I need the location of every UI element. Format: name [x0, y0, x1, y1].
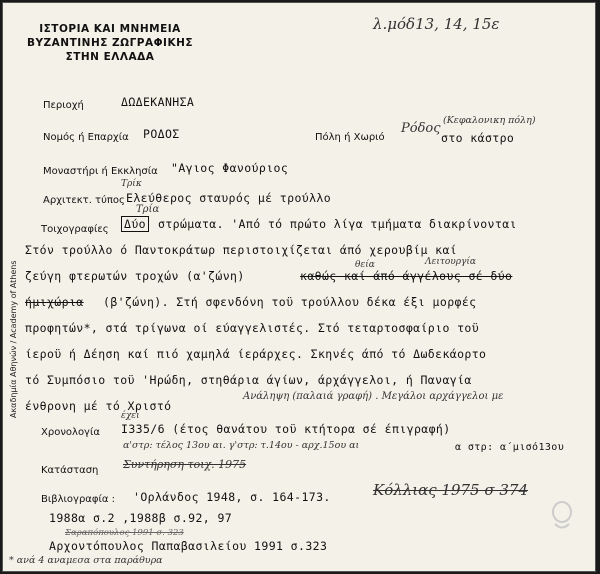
murals-line-5: προφητών*, στά τρίγωνα οί εύαγγελιστές. Στό τεταρτοσφαίριο τοϋ — [25, 321, 480, 335]
condition-value: Συντήρηση τοιχ. 1975 — [123, 458, 247, 471]
murals-line-8-handwritten: Ανάληψη (παλαιά γραφή) . Μεγάλοι αρχάγγελοι με — [243, 391, 504, 402]
archive-card — [2, 2, 596, 572]
arch-type-note: Τρίκ — [121, 179, 142, 189]
murals-line-3-note-a: θεία — [355, 260, 375, 270]
side-label: Ακαδημία Αθηνών / Academy of Athens — [9, 260, 18, 418]
bibliography-line-2: 1988α σ.2 ,1988β σ.92, 97 — [49, 511, 233, 525]
dating-label: Χρονολογία — [41, 427, 100, 438]
monastery-value: "Αγιος Φανούριος — [171, 161, 289, 175]
bibliography-line-3-note: Σαραπόπουλος 1991 σ. 323 — [65, 528, 184, 538]
arch-type-value: Ελεύθερος σταυρός μέ τρούλλο — [126, 191, 332, 205]
murals-line-8: ένθρονη μέ τό Χριστό — [25, 399, 172, 413]
region-label: Περιοχή — [43, 100, 84, 111]
murals-line-6: ίεροϋ ή Δέηση καί πιό χαμηλά ίεράρχες. Σκηνές άπό τό Δωδεκάορτο — [25, 347, 487, 361]
dating-note: έχει — [121, 411, 140, 421]
bibliography-handwritten: Κόλλιας 1975 σ 374 — [373, 481, 529, 499]
bibliography-label: Βιβλιογραφία : — [41, 494, 116, 505]
murals-line-4-b: (β'ζώνη). Στή σφενδόνη τοϋ τρούλλου δέκα έξι μορφές — [103, 295, 477, 309]
header-line-1: ΙΣΤΟΡΙΑ ΚΑΙ ΜΝΗΜΕΙΑ — [39, 23, 181, 35]
prefecture-value: ΡΟΔΟΣ — [143, 127, 180, 141]
murals-label: Τοιχογραφίες — [41, 224, 109, 235]
city-handwritten-paren: (Κεφαλονικη πόλη) — [443, 115, 536, 126]
header-line-3: ΣΤΗΝ ΕΛΛΑΔΑ — [65, 51, 155, 63]
murals-line-4-a: ήμιχώρια — [25, 295, 84, 309]
header-line-2: ΒΥΖΑΝΤΙΝΗΣ ΖΩΓΡΑΦΙΚΗΣ — [26, 37, 194, 49]
murals-line-2: Στόν τρούλλο ό Παντοκράτωρ περιστοιχίζεται άπό χερουβίμ καί — [25, 243, 458, 257]
region-value: ΔΩΔΕΚΑΝΗΣΑ — [121, 95, 195, 109]
bibliography-line-1: 'Ορλάνδος 1948, σ. 164-173. — [133, 490, 331, 504]
murals-line-3-note-b: Λειτουργία — [425, 257, 477, 267]
murals-line-3-a: ζεύγη φτερωτών τροχών (α'ζώνη) — [25, 269, 245, 283]
city-handwritten: Ρόδος — [401, 121, 441, 136]
city-typed: στο κάστρο — [441, 131, 515, 145]
dating-trailing: α στρ: α΄μισό13ου — [455, 442, 565, 453]
murals-line-1: στρώματα. 'Από τό πρώτο λίγα τμήματα διακρίνονται — [158, 217, 517, 231]
city-label: Πόλη ή Χωριό — [315, 132, 385, 143]
watermark-emblem-icon — [549, 500, 575, 532]
dating-typed: Ι335/6 (έτος θανάτου τοϋ κτήτορα σέ έπιγραφή) — [121, 422, 451, 436]
condition-label: Κατάσταση — [41, 465, 99, 476]
dating-handwritten: α'στρ: τέλος 13ου αι. γ'στρ: τ.14ου - αρχ.15ου αι — [123, 440, 360, 451]
top-handwritten-note: λ.μόδ13, 14, 15ε — [373, 15, 500, 33]
footnote: * ανά 4 αναμεσα στα παράθυρα — [9, 555, 163, 566]
murals-note-above: Τρία — [136, 204, 160, 215]
arch-type-label: Αρχιτεκτ. τύπος — [43, 195, 125, 206]
murals-line-7: τό Συμπόσιο τοϋ 'Ηρώδη, στηθάρια άγίων, άρχάγγελοι, ή Παναγία — [25, 373, 472, 387]
murals-count-box: Δύο — [121, 216, 149, 232]
murals-line-3-b: καθώς καί άπό άγγέλους σέ δύο — [300, 269, 513, 283]
bibliography-line-3: Αρχοντόπουλος Παπαβασιλείου 1991 σ.323 — [49, 539, 328, 553]
prefecture-label: Νομός ή Επαρχία — [43, 132, 129, 143]
monastery-label: Μοναστήρι ή Εκκλησία — [43, 166, 158, 177]
